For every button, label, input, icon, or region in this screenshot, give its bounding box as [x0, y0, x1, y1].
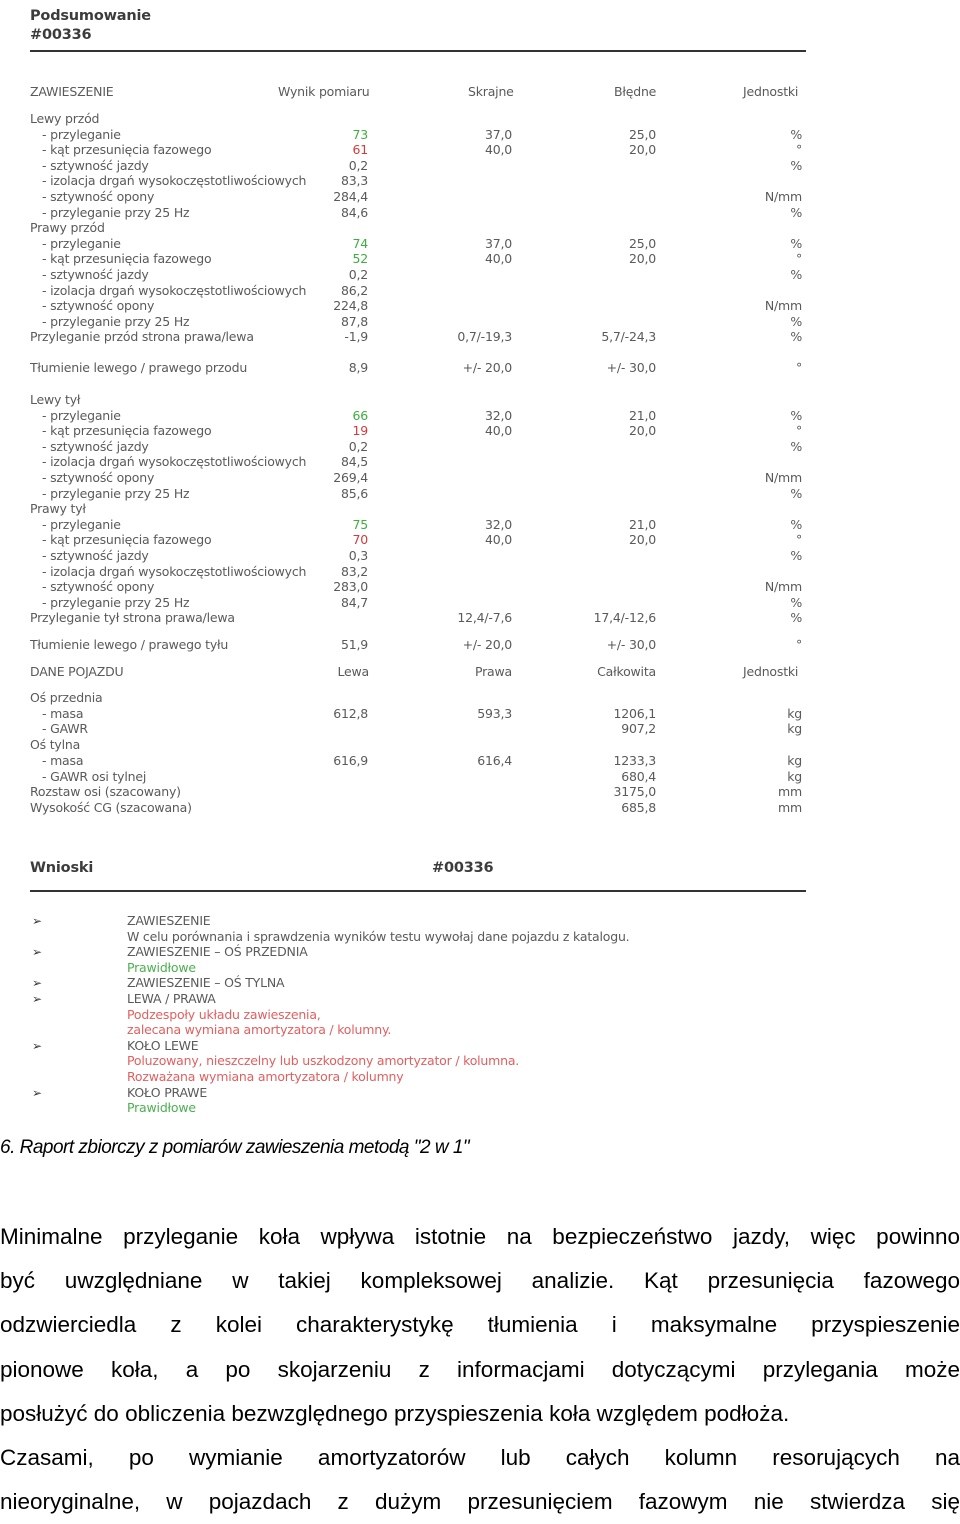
- table-row: [30, 205, 806, 221]
- row-unit: kg: [787, 721, 802, 737]
- table-row: [30, 267, 806, 283]
- table-row: [30, 189, 806, 205]
- table-row: [30, 158, 806, 174]
- front-damping-row: [30, 360, 806, 376]
- col-section: DANE POJAZDU: [30, 664, 124, 679]
- rear-damping-row: [30, 637, 806, 653]
- row-extreme: 40,0: [484, 142, 512, 158]
- row-extreme: 40,0: [484, 532, 512, 548]
- row-unit: %: [790, 126, 802, 142]
- row-value: 85,6: [340, 485, 368, 501]
- row-error: 20,0: [628, 142, 656, 158]
- conclusion-text: ZAWIESZENIE – OŚ PRZEDNIA: [127, 944, 308, 960]
- row-value: 74: [352, 235, 368, 251]
- table-row: [30, 579, 806, 595]
- table-row: [30, 283, 806, 299]
- row-extreme: 40,0: [484, 423, 512, 439]
- conclusions-divider: [30, 890, 806, 892]
- row-extreme: 40,0: [484, 251, 512, 267]
- table-row: [30, 454, 806, 470]
- row-extreme: 32,0: [484, 407, 512, 423]
- row-label: Prawy przód: [30, 220, 105, 236]
- table-row: [30, 737, 806, 753]
- conclusion-text: Podzespoły układu zawieszenia,: [127, 1006, 321, 1022]
- conclusion-item: [30, 944, 806, 960]
- row-value: 84,6: [340, 204, 368, 220]
- conclusion-text: ZAWIESZENIE – OŚ TYLNA: [127, 975, 285, 991]
- row-unit: °: [795, 360, 802, 375]
- row-value: 84,7: [340, 594, 368, 610]
- figure-caption: 6. Raport zbiorczy z pomiarów zawieszenia metodą "2 w 1": [0, 1137, 470, 1158]
- row-value: 70: [352, 532, 368, 548]
- row-error: 680,4: [621, 768, 656, 784]
- row-unit: °: [795, 142, 802, 158]
- table-row: [30, 220, 806, 236]
- row-value: 87,8: [340, 313, 368, 329]
- row-value: 0,3: [348, 548, 368, 563]
- paragraph-line: nieoryginalne, w pojazdach z dużym przesunięciem fazowym nie stwierdza się: [0, 1489, 960, 1515]
- conclusion-text: KOŁO PRAWE: [127, 1084, 208, 1100]
- conclusion-text: Rozważana wymiana amortyzatora / kolumny: [127, 1069, 404, 1084]
- row-label: - izolacja drgań wysokoczęstotliwościowych: [42, 173, 307, 189]
- row-value: 0,2: [348, 438, 368, 454]
- conclusion-item: [30, 975, 806, 991]
- table-row: [30, 610, 806, 626]
- row-label: - sztywność opony: [42, 298, 155, 314]
- row-label: - sztywność jazdy: [42, 438, 149, 454]
- table-row: [30, 706, 806, 722]
- row-error: 21,0: [628, 516, 656, 532]
- row-label: Prawy tył: [30, 501, 86, 517]
- conclusion-text: Prawidłowe: [127, 959, 196, 975]
- row-label: Lewy przód: [30, 111, 100, 126]
- table-row: [30, 392, 806, 408]
- row-label: - sztywność opony: [42, 470, 155, 485]
- arrow-bullet-icon: ➢: [32, 992, 42, 1006]
- table-row: [30, 769, 806, 785]
- row-value: 73: [352, 126, 368, 142]
- row-label: Oś tylna: [30, 737, 81, 753]
- row-label: Tłumienie lewego / prawego tyłu: [30, 637, 229, 652]
- paragraph-line: pionowe koła, a po skojarzeniu z informacjami dotyczącymi przylegania może: [0, 1356, 960, 1382]
- row-label: Tłumienie lewego / prawego przodu: [30, 360, 248, 375]
- row-label: - sztywność jazdy: [42, 267, 149, 282]
- row-label: Wysokość CG (szacowana): [30, 799, 192, 815]
- row-value: 83,2: [340, 563, 368, 579]
- table-row: [30, 548, 806, 564]
- row-value: -1,9: [344, 329, 368, 345]
- table-row: [30, 173, 806, 189]
- table-row: [30, 423, 806, 439]
- arrow-bullet-icon: ➢: [32, 945, 42, 960]
- row-error: +/- 30,0: [606, 637, 656, 652]
- conclusion-item: [30, 913, 806, 929]
- row-error: 1233,3: [613, 752, 656, 768]
- row-unit: N/mm: [764, 189, 802, 204]
- row-unit: %: [790, 157, 802, 173]
- conclusion-item: [30, 1069, 806, 1085]
- row-extreme: 0,7/-19,3: [457, 329, 512, 345]
- row-unit: %: [790, 313, 802, 329]
- row-label: - sztywność jazdy: [42, 157, 149, 173]
- conclusion-text: zalecana wymiana amortyzatora / kolumny.: [127, 1022, 392, 1038]
- row-unit: N/mm: [764, 298, 802, 314]
- conclusion-text: ZAWIESZENIE: [127, 913, 211, 928]
- table-row: [30, 690, 806, 706]
- conclusion-item: [30, 1085, 806, 1101]
- conclusion-item: [30, 991, 806, 1007]
- table-row: [30, 298, 806, 314]
- row-value: 0,2: [348, 157, 368, 173]
- row-value: 8,9: [348, 360, 368, 375]
- row-value: 51,9: [340, 637, 368, 652]
- row-value: 52: [352, 251, 368, 267]
- col-right: Prawa: [474, 664, 512, 679]
- row-label: - sztywność jazdy: [42, 548, 149, 563]
- row-label: Przyleganie przód strona prawa/lewa: [30, 329, 254, 345]
- table-row: [30, 127, 806, 143]
- paragraph-line: być uwzględniane w takiej kompleksowej analizie. Kąt przesunięcia fazowego: [0, 1268, 960, 1294]
- table-row: [30, 564, 806, 580]
- row-value: 83,3: [340, 173, 368, 189]
- col-unit: Jednostki: [743, 664, 799, 679]
- row-unit: %: [790, 204, 802, 220]
- row-extreme: 616,4: [477, 752, 512, 768]
- table-row: [30, 517, 806, 533]
- conclusion-text: Prawidłowe: [127, 1100, 196, 1116]
- row-unit: %: [790, 516, 802, 532]
- col-total: Całkowita: [597, 664, 656, 679]
- row-label: Przyleganie tył strona prawa/lewa: [30, 610, 235, 626]
- row-unit: %: [790, 438, 802, 454]
- row-label: - przyleganie przy 25 Hz: [42, 594, 190, 610]
- row-value: 612,8: [333, 705, 368, 721]
- col-left: Lewa: [337, 664, 369, 679]
- col-error: Błędne: [614, 84, 657, 99]
- row-value: 19: [352, 423, 368, 439]
- row-label: - masa: [42, 705, 84, 721]
- arrow-bullet-icon: ➢: [32, 1038, 42, 1053]
- table-row: [30, 721, 806, 737]
- row-unit: mm: [778, 799, 802, 815]
- col-extreme: Skrajne: [468, 84, 514, 99]
- vehicle-header-row: [30, 664, 806, 680]
- row-unit: N/mm: [764, 579, 802, 595]
- row-error: 25,0: [628, 126, 656, 142]
- conclusion-text: KOŁO LEWE: [127, 1037, 199, 1053]
- table-row: [30, 470, 806, 486]
- row-value: 84,5: [340, 454, 368, 470]
- table-row: [30, 408, 806, 424]
- table-row: [30, 753, 806, 769]
- row-error: 21,0: [628, 407, 656, 423]
- row-unit: °: [795, 637, 802, 652]
- arrow-bullet-icon: ➢: [32, 1085, 42, 1100]
- table-row: [30, 111, 806, 127]
- conclusion-item: [30, 1100, 806, 1116]
- row-value: 224,8: [333, 298, 368, 314]
- row-label: - kąt przesunięcia fazowego: [42, 251, 212, 267]
- row-label: - kąt przesunięcia fazowego: [42, 142, 212, 158]
- body-paragraph: [0, 1215, 960, 1524]
- row-unit: %: [790, 235, 802, 251]
- header-divider: [30, 50, 806, 52]
- row-label: - masa: [42, 752, 84, 768]
- row-value: 86,2: [340, 282, 368, 298]
- row-label: - izolacja drgań wysokoczęstotliwościowych: [42, 563, 307, 579]
- table-row: [30, 486, 806, 502]
- conclusion-text: W celu porównania i sprawdzenia wyników testu wywołaj dane pojazdu z katalogu.: [127, 928, 630, 944]
- row-unit: kg: [787, 705, 802, 721]
- row-label: - kąt przesunięcia fazowego: [42, 532, 212, 548]
- paragraph-line: posłużyć do obliczenia bezwzględnego przyspieszenia koła względem podłoża.: [0, 1400, 790, 1426]
- row-label: Lewy tył: [30, 392, 81, 407]
- row-value: 616,9: [333, 752, 368, 768]
- arrow-bullet-icon: ➢: [32, 914, 42, 928]
- row-unit: %: [790, 610, 802, 626]
- conclusion-item: [30, 1038, 806, 1054]
- table-row: [30, 595, 806, 611]
- row-error: 17,4/-12,6: [593, 610, 656, 626]
- conclusion-item: [30, 960, 806, 976]
- row-error: 5,7/-24,3: [601, 329, 656, 345]
- table-row: [30, 329, 806, 345]
- table-row: [30, 532, 806, 548]
- suspension-header-row: [30, 84, 806, 100]
- row-unit: %: [790, 548, 802, 563]
- table-row: [30, 501, 806, 517]
- report-title: Podsumowanie: [30, 8, 151, 24]
- row-unit: %: [790, 267, 802, 282]
- row-label: - przyleganie przy 25 Hz: [42, 204, 190, 220]
- report-number: #00336: [30, 27, 92, 43]
- row-label: - przyleganie: [42, 126, 121, 142]
- row-value: 284,4: [333, 189, 368, 204]
- conclusions-title: Wnioski: [30, 860, 94, 876]
- row-error: 25,0: [628, 235, 656, 251]
- table-row: [30, 439, 806, 455]
- row-label: - sztywność opony: [42, 189, 155, 204]
- row-unit: °: [795, 423, 802, 439]
- row-label: - przyleganie: [42, 407, 121, 423]
- row-extreme: +/- 20,0: [462, 637, 512, 652]
- row-error: 20,0: [628, 423, 656, 439]
- row-unit: N/mm: [764, 470, 802, 485]
- row-unit: °: [795, 532, 802, 548]
- row-label: - izolacja drgań wysokoczęstotliwościowych: [42, 454, 307, 470]
- row-label: Rozstaw osi (szacowany): [30, 784, 181, 800]
- row-label: - izolacja drgań wysokoczęstotliwościowych: [42, 282, 307, 298]
- row-error: 907,2: [621, 721, 656, 737]
- row-label: - GAWR: [42, 721, 88, 737]
- row-unit: %: [790, 329, 802, 345]
- row-extreme: 32,0: [484, 516, 512, 532]
- row-unit: kg: [787, 768, 802, 784]
- row-error: 20,0: [628, 532, 656, 548]
- col-result: Wynik pomiaru: [278, 84, 370, 99]
- row-value: 269,4: [333, 470, 368, 485]
- row-label: - GAWR osi tylnej: [42, 768, 147, 784]
- conclusion-item: [30, 1053, 806, 1069]
- conclusions-number: #00336: [432, 860, 494, 876]
- row-label: - przyleganie: [42, 516, 121, 532]
- paragraph-line: odzwierciedla z kolei charakterystykę tłumienia i maksymalne przyspieszenie: [0, 1312, 960, 1338]
- row-extreme: 12,4/-7,6: [457, 610, 512, 626]
- table-row: [30, 314, 806, 330]
- col-section: ZAWIESZENIE: [30, 84, 114, 99]
- paragraph-line: Czasami, po wymianie amortyzatorów lub całych kolumn resorujących na: [0, 1445, 960, 1471]
- row-value: 0,2: [348, 267, 368, 282]
- conclusion-item: [30, 929, 806, 945]
- table-row: [30, 251, 806, 267]
- table-row: [30, 800, 806, 816]
- row-extreme: 593,3: [477, 705, 512, 721]
- row-unit: %: [790, 407, 802, 423]
- conclusion-text: Poluzowany, nieszczelny lub uszkodzony amortyzator / kolumna.: [127, 1053, 520, 1069]
- row-label: - sztywność opony: [42, 579, 155, 595]
- row-value: 66: [352, 407, 368, 423]
- row-unit: kg: [787, 752, 802, 768]
- row-label: - przyleganie przy 25 Hz: [42, 485, 190, 501]
- row-unit: mm: [778, 784, 802, 800]
- col-unit: Jednostki: [743, 84, 799, 99]
- row-label: - kąt przesunięcia fazowego: [42, 423, 212, 439]
- row-value: 61: [352, 142, 368, 158]
- row-unit: °: [795, 251, 802, 267]
- paragraph-line: Minimalne przyleganie koła wpływa istotnie na bezpieczeństwo jazdy, więc powinno: [0, 1224, 960, 1249]
- arrow-bullet-icon: ➢: [32, 976, 42, 991]
- row-label: - przyleganie: [42, 235, 121, 251]
- row-label: Oś przednia: [30, 690, 103, 705]
- row-error: 20,0: [628, 251, 656, 267]
- table-row: [30, 142, 806, 158]
- row-label: - przyleganie przy 25 Hz: [42, 313, 190, 329]
- row-unit: %: [790, 485, 802, 501]
- row-error: +/- 30,0: [606, 360, 656, 375]
- row-value: 75: [352, 516, 368, 532]
- table-row: [30, 784, 806, 800]
- conclusion-text: LEWA / PRAWA: [127, 991, 216, 1006]
- table-row: [30, 236, 806, 252]
- row-extreme: 37,0: [484, 126, 512, 142]
- row-extreme: 37,0: [484, 235, 512, 251]
- row-extreme: +/- 20,0: [462, 360, 512, 375]
- row-error: 685,8: [621, 799, 656, 815]
- conclusion-item: [30, 1022, 806, 1038]
- row-value: 283,0: [333, 579, 368, 595]
- row-error: 3175,0: [613, 784, 656, 800]
- conclusion-item: [30, 1007, 806, 1023]
- row-unit: %: [790, 594, 802, 610]
- row-error: 1206,1: [613, 705, 656, 721]
